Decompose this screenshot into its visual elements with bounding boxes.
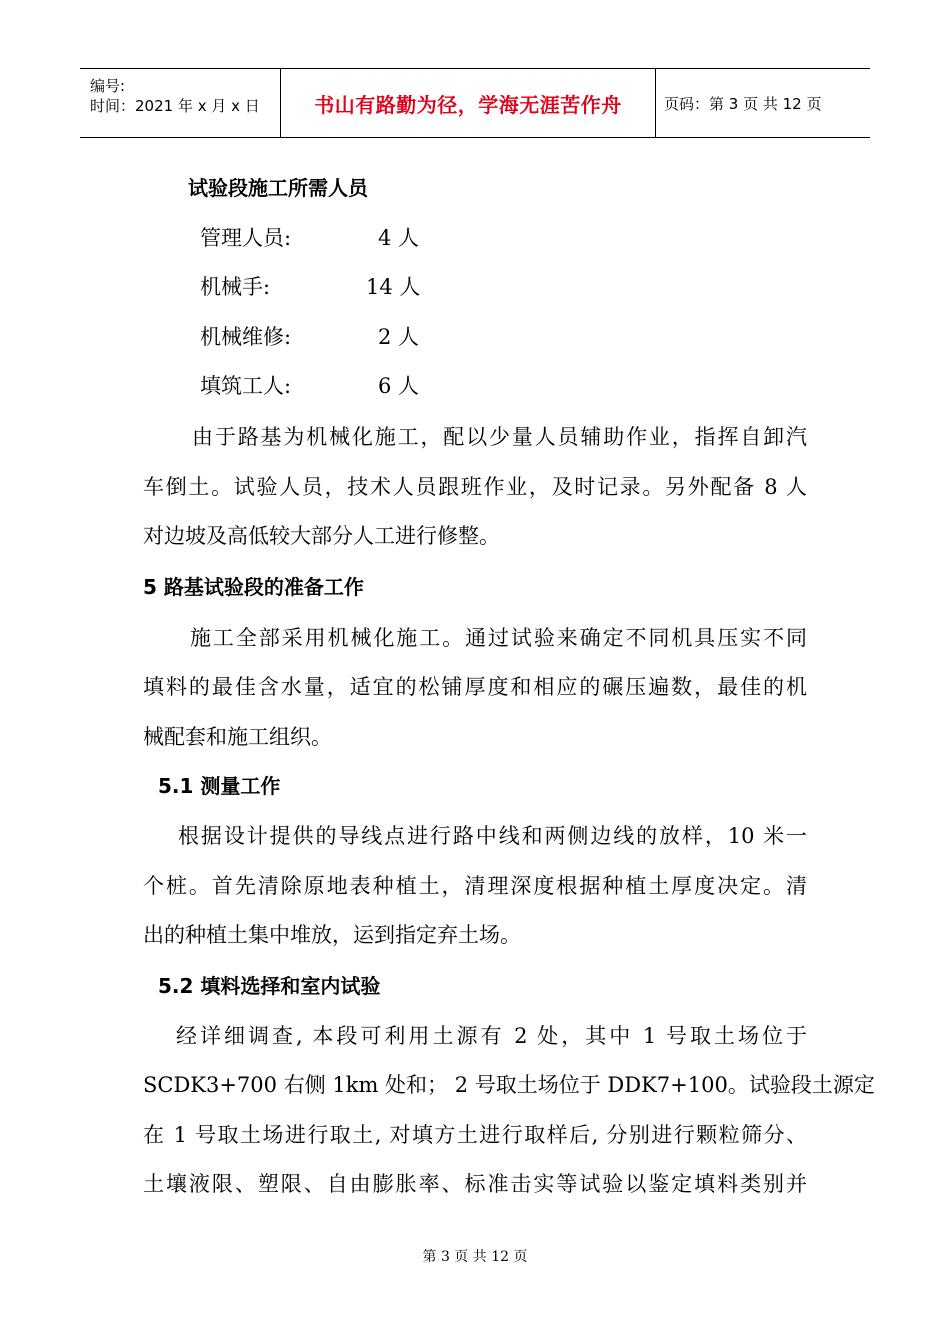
paragraph-line: 经详细调查, 本段可利用土源有 2 处，其中 1 号取土场位于 bbox=[176, 1024, 807, 1048]
paragraph-line: 施工全部采用机械化施工。通过试验来确定不同机具压实不同 bbox=[190, 626, 807, 650]
date-label: 时间：2021 年 x 月 x 日 bbox=[90, 97, 260, 115]
staff-count: 6 人 bbox=[378, 374, 420, 398]
page-header bbox=[80, 68, 870, 138]
paragraph-line: 械配套和施工组织。 bbox=[143, 725, 332, 749]
header-motto-cell bbox=[280, 69, 656, 137]
section-5-1-heading: 5.1 测量工作 bbox=[158, 774, 281, 798]
paragraph-line: 车倒土。试验人员，技术人员跟班作业，及时记录。另外配备 8 人 bbox=[143, 475, 807, 499]
staff-count: 2 人 bbox=[378, 325, 420, 349]
header-meta bbox=[80, 69, 280, 137]
staff-role: 管理人员: bbox=[200, 226, 292, 250]
paragraph-line: 个桩。首先清除原地表种植土，清理深度根据种植土厚度决定。清 bbox=[143, 874, 807, 898]
page-footer: 第 3 页 共 12 页 bbox=[422, 1249, 528, 1265]
paragraph-line: 对边坡及高低较大部分人工进行修整。 bbox=[143, 524, 500, 548]
personnel-heading: 试验段施工所需人员 bbox=[188, 176, 368, 200]
paragraph-line: 根据设计提供的导线点进行路中线和两侧边线的放样，10 米一 bbox=[178, 824, 807, 848]
header-motto: 书山有路勤为径，学海无涯苦作舟 bbox=[314, 92, 622, 117]
paragraph-line: 出的种植土集中堆放，运到指定弃土场。 bbox=[143, 923, 521, 947]
header-page-info: 页码：第 3 页 共 12 页 bbox=[664, 94, 822, 113]
staff-role: 机械手: bbox=[200, 275, 271, 299]
header-page-cell bbox=[656, 69, 870, 137]
paragraph-line: SCDK3+700 右侧 1km 处和； 2 号取土场位于 DDK7+100。试验段土源定 bbox=[143, 1073, 875, 1097]
staff-role: 填筑工人: bbox=[200, 374, 292, 398]
staff-role: 机械维修: bbox=[200, 325, 292, 349]
section-5-2-heading: 5.2 填料选择和室内试验 bbox=[158, 974, 381, 998]
paragraph-line: 在 1 号取土场进行取土, 对填方土进行取样后, 分别进行颗粒筛分、 bbox=[143, 1123, 807, 1147]
section-5-heading: 5 路基试验段的准备工作 bbox=[143, 575, 364, 599]
staff-count: 4 人 bbox=[378, 226, 420, 250]
paragraph-line: 填料的最佳含水量，适宜的松铺厚度和相应的碾压遍数，最佳的机 bbox=[143, 675, 807, 699]
paragraph-line: 由于路基为机械化施工，配以少量人员辅助作业，指挥自卸汽 bbox=[192, 425, 807, 449]
paragraph-line: 土壤液限、塑限、自由膨胀率、标准击实等试验以鉴定填料类别并 bbox=[143, 1172, 807, 1196]
staff-count: 14 人 bbox=[366, 275, 421, 299]
number-label: 编号: bbox=[90, 77, 126, 95]
